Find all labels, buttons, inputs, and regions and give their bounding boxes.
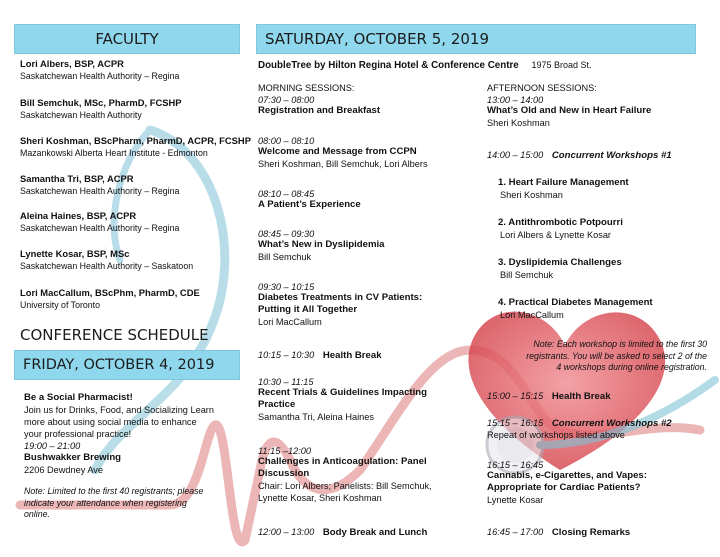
- saturday-venue-line: [258, 60, 592, 72]
- session: [258, 136, 428, 170]
- faculty-affiliation: Saskatchewan Health Authority – Regina: [20, 71, 180, 81]
- session: [487, 418, 672, 441]
- faculty-affiliation: Saskatchewan Health Authority – Regina: [20, 186, 180, 196]
- session: [258, 95, 380, 117]
- session: [258, 189, 361, 211]
- session-title: Recent Trials & Guidelines Impacting: [258, 387, 428, 398]
- friday-description-line: your professional practice!: [24, 429, 132, 439]
- workshop-title: 1. Heart Failure Management: [498, 177, 629, 188]
- friday-note-line: Note: Limited to the first 40 registrants; please: [24, 486, 204, 496]
- saturday-heading: SATURDAY, OCTOBER 5, 2019: [265, 30, 490, 48]
- session: [487, 95, 651, 129]
- session-time: 11:15 –12:00: [258, 446, 311, 456]
- session-speakers: Lori MacCallum: [258, 317, 322, 327]
- conference-schedule-heading: CONFERENCE SCHEDULE: [20, 326, 209, 344]
- friday-address: 2206 Dewdney Ave: [24, 465, 104, 475]
- saturday-address: 1975 Broad St.: [531, 60, 592, 70]
- session: [487, 460, 647, 506]
- faculty-affiliation: Saskatchewan Health Authority – Regina: [20, 223, 180, 233]
- faculty-member: [20, 173, 179, 197]
- faculty-name: Lynette Kosar, BSP, MSc: [20, 248, 130, 259]
- session-time: 09:30 – 10:15: [258, 282, 315, 292]
- faculty-heading: FACULTY: [95, 30, 159, 48]
- session-title: Concurrent Workshops #2: [551, 418, 672, 429]
- friday-heading: FRIDAY, OCTOBER 4, 2019: [23, 357, 215, 373]
- workshop-item: [498, 297, 653, 321]
- faculty-name: Lori MacCallum, BScPhm, PharmD, CDE: [20, 287, 200, 298]
- faculty-name: Lori Albers, BSP, ACPR: [20, 58, 124, 69]
- friday-banner: [14, 350, 240, 380]
- faculty-name: Bill Semchuk, MSc, PharmD, FCSHP: [20, 97, 182, 108]
- session-time: 10:30 – 11:15: [258, 377, 314, 387]
- morning-label: MORNING SESSIONS:: [258, 83, 355, 93]
- session: [487, 527, 630, 539]
- session-speakers: Sheri Koshman, Bill Semchuk, Lori Albers: [258, 159, 428, 169]
- workshop-speaker: Lori MacCallum: [500, 310, 564, 320]
- workshop-title: 2. Antithrombotic Potpourri: [498, 217, 623, 228]
- workshop-speaker: Sheri Koshman: [500, 190, 563, 200]
- workshop-speaker: Bill Semchuk: [500, 270, 554, 280]
- session: [258, 229, 385, 263]
- workshop-title: 3. Dyslipidemia Challenges: [498, 257, 622, 268]
- session-title: Discussion: [258, 468, 310, 479]
- session-title: Cannabis, e-Cigarettes, and Vapes:: [487, 470, 647, 481]
- session-title: Concurrent Workshops #1: [551, 150, 672, 161]
- session: [258, 282, 422, 328]
- session-time: 08:45 – 09:30: [258, 229, 315, 239]
- session-time: 15:00 – 15:15: [487, 391, 544, 401]
- session-title: What’s Old and New in Heart Failure: [487, 105, 652, 116]
- workshop-note-line: registrants. You will be asked to select 2 of the: [526, 350, 707, 361]
- session-time: 08:10 – 08:45: [258, 189, 315, 199]
- session-title: Closing Remarks: [551, 527, 631, 538]
- session-title: Putting it All Together: [258, 304, 358, 315]
- session-time: 12:00 – 13:00: [258, 527, 315, 537]
- session-title: What’s New in Dyslipidemia: [258, 239, 385, 250]
- friday-venue: Bushwakker Brewing: [24, 452, 122, 463]
- session-title: Registration and Breakfast: [258, 105, 381, 116]
- session-time: 16:15 – 16:45: [487, 460, 544, 470]
- session-time: 07:30 – 08:00: [258, 95, 315, 105]
- afternoon-label: AFTERNOON SESSIONS:: [487, 83, 597, 93]
- faculty-name: Aleina Haines, BSP, ACPR: [20, 210, 137, 221]
- session-time: 16:45 – 17:00: [487, 527, 544, 537]
- faculty-name: Sheri Koshman, BScPharm, PharmD, ACPR, FCSHP: [20, 135, 251, 146]
- session: [258, 377, 427, 423]
- session-title: Health Break: [551, 391, 611, 402]
- faculty-affiliation: Saskatchewan Health Authority – Saskatoon: [20, 261, 194, 271]
- faculty-member: [20, 210, 179, 234]
- faculty-affiliation: University of Toronto: [20, 300, 101, 310]
- session-speakers: Repeat of workshops listed above: [487, 430, 625, 440]
- workshop-item: [498, 217, 623, 241]
- session-speakers: Lynette Kosar: [487, 495, 544, 505]
- faculty-banner: [14, 24, 240, 54]
- session-time: 15:15 – 16:15: [487, 418, 544, 428]
- faculty-name: Samantha Tri, BSP, ACPR: [20, 173, 134, 184]
- session-speakers: Bill Semchuk: [258, 252, 312, 262]
- session-title: Diabetes Treatments in CV Patients:: [258, 292, 423, 303]
- faculty-member: [20, 97, 182, 121]
- faculty-member: [20, 287, 200, 311]
- workshop-speaker: Lori Albers & Lynette Kosar: [500, 230, 611, 240]
- session: [487, 150, 672, 161]
- session-speakers: Chair: Lori Albers; Panelists: Bill Semchuk,: [258, 481, 432, 491]
- faculty-affiliation: Saskatchewan Health Authority: [20, 110, 142, 120]
- friday-event-title: Be a Social Pharmacist!: [24, 392, 133, 403]
- session-title: Health Break: [322, 350, 382, 361]
- session-title: Challenges in Anticoagulation: Panel: [258, 456, 427, 467]
- session-title: A Patient’s Experience: [258, 199, 361, 210]
- workshop-title: 4. Practical Diabetes Management: [498, 297, 653, 308]
- session-time: 10:15 – 10:30: [258, 350, 315, 360]
- session-time: 14:00 – 15:00: [487, 150, 544, 160]
- workshop-note-line: 4 workshops during online registration.: [556, 362, 707, 372]
- session-speakers: Sheri Koshman: [487, 118, 550, 128]
- friday-event: [24, 392, 239, 521]
- workshop-note: [487, 339, 707, 374]
- faculty-member: [20, 135, 251, 159]
- session-time: 08:00 – 08:10: [258, 136, 315, 146]
- session-title: Appropriate for Cardiac Patients?: [487, 482, 641, 493]
- friday-note-line: online.: [24, 509, 50, 519]
- session-speakers: Lynette Kosar, Sheri Koshman: [258, 493, 382, 503]
- friday-description-line: more about using social media to enhance: [24, 417, 197, 427]
- session: [258, 527, 427, 539]
- friday-description-line: Join us for Drinks, Food, and Socializing Learn: [24, 405, 214, 415]
- session: [258, 350, 382, 362]
- faculty-member: [20, 248, 193, 272]
- session-speakers: Samantha Tri, Aleina Haines: [258, 412, 374, 422]
- friday-time: 19:00 – 21:00: [24, 441, 81, 451]
- workshop-note-line: Note: Each workshop is limited to the first 30: [533, 339, 707, 349]
- session-time: 13:00 – 14:00: [487, 95, 544, 105]
- session-title: Body Break and Lunch: [322, 527, 428, 538]
- session-title: Practice: [258, 399, 296, 410]
- session: [258, 446, 432, 504]
- friday-note-line: indicate your attendance when registering: [24, 497, 187, 508]
- session-title: Welcome and Message from CCPN: [258, 146, 417, 157]
- workshop-item: [498, 257, 622, 281]
- saturday-venue: DoubleTree by Hilton Regina Hotel & Conference Centre: [258, 60, 519, 71]
- faculty-member: [20, 58, 179, 82]
- session: [487, 391, 611, 403]
- faculty-affiliation: Mazankowski Alberta Heart Institute - Edmonton: [20, 148, 208, 158]
- saturday-banner: [256, 24, 696, 54]
- workshop-item: [498, 177, 629, 201]
